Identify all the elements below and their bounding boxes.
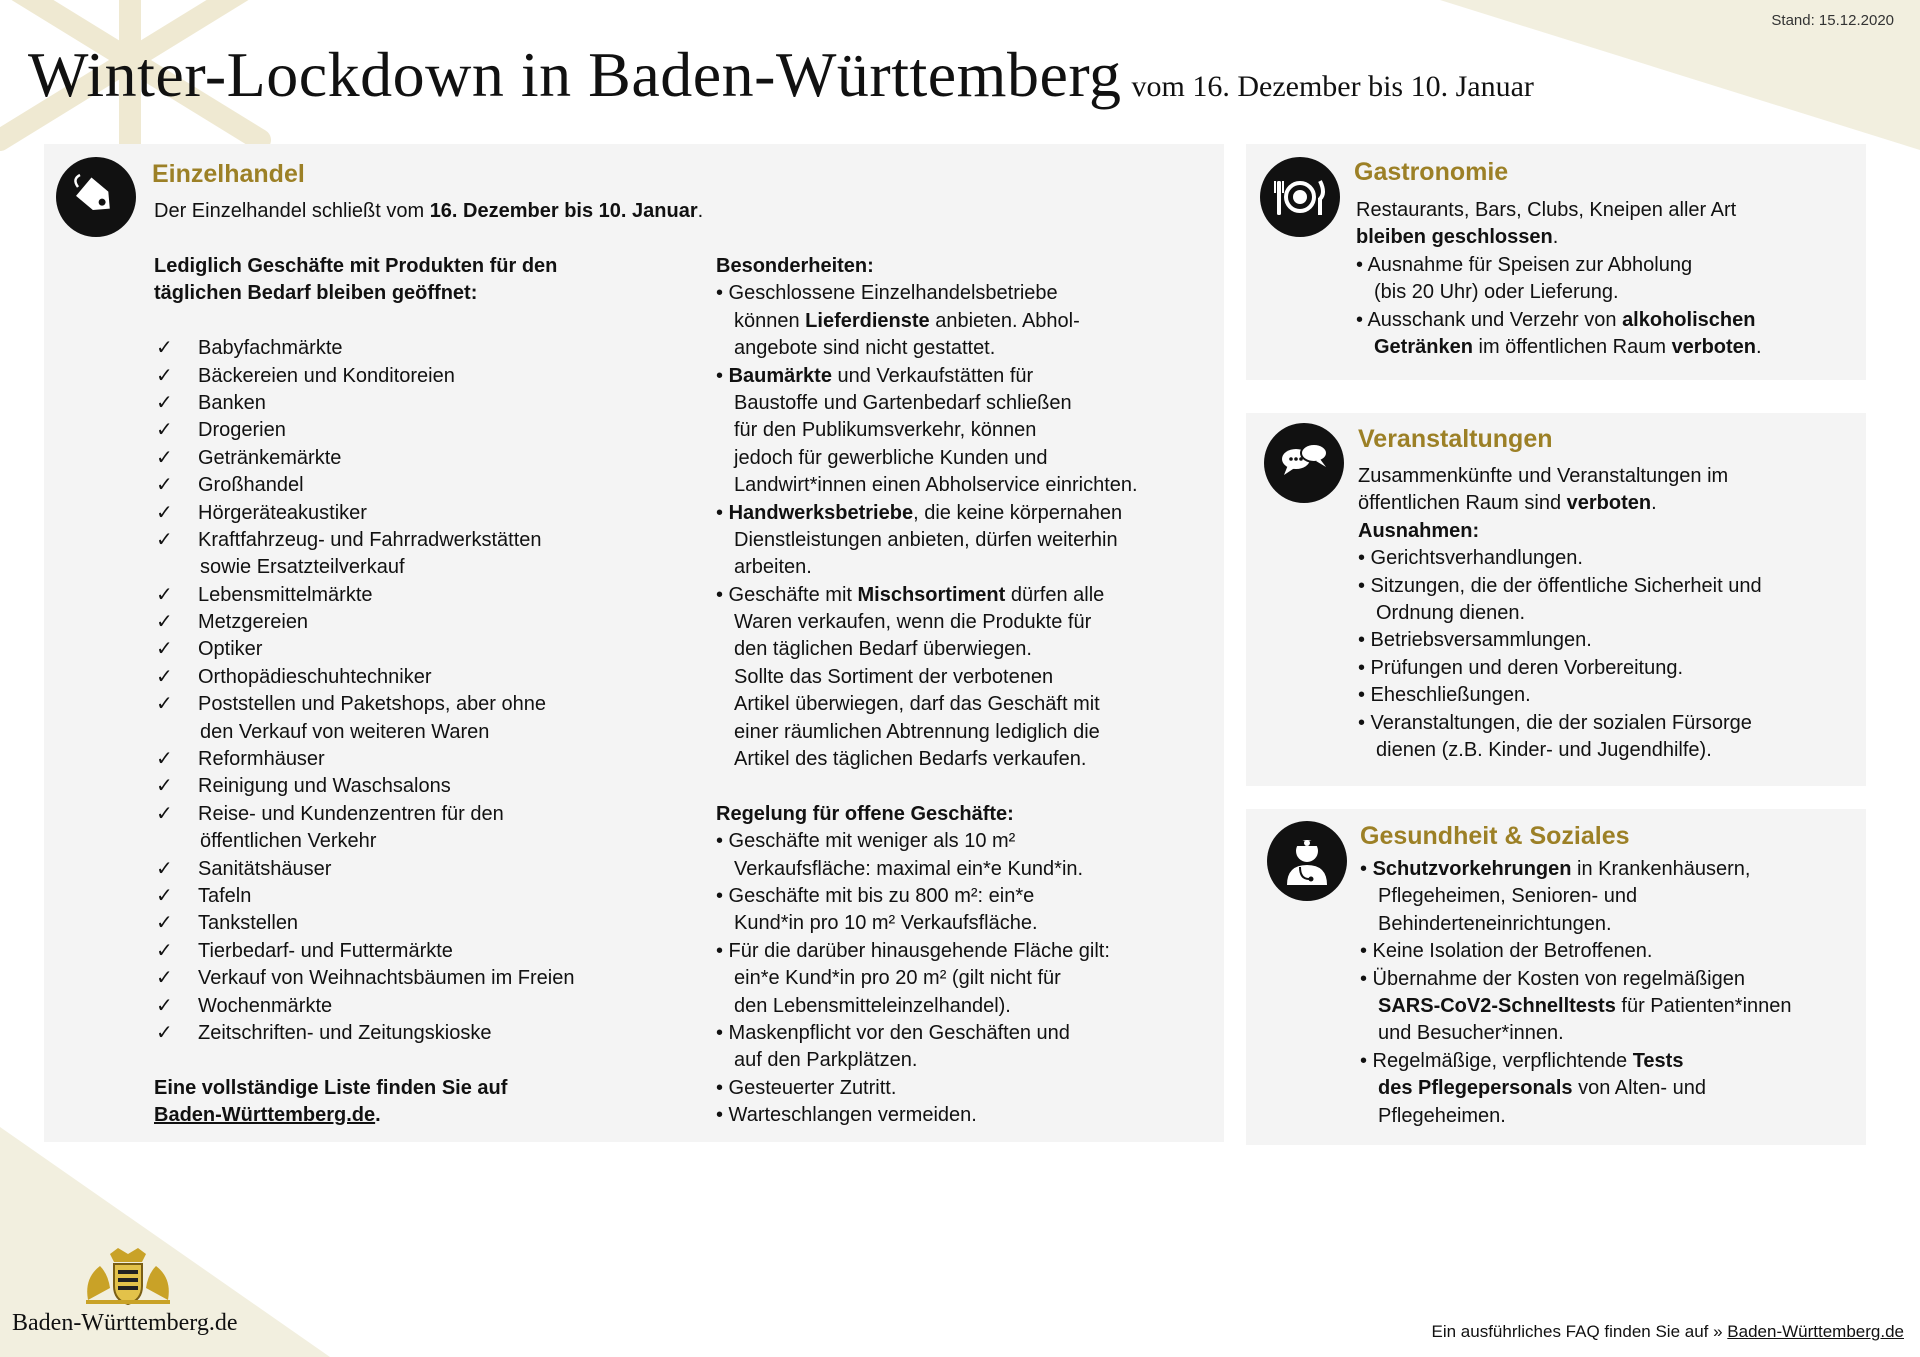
list-item-cont: sowie Ersatzteilverkauf <box>200 556 405 579</box>
list-item: ✓ Orthopädieschuhtechniker <box>156 665 432 688</box>
list-item: ✓ Großhandel <box>156 474 304 497</box>
title-main: Winter-Lockdown in Baden-Württemberg <box>28 39 1122 110</box>
gesundheit-heading: Gesundheit & Soziales <box>1360 822 1630 850</box>
page-title <box>28 38 1534 112</box>
list-item: ✓ Tankstellen <box>156 912 299 935</box>
list-item: ✓ Zeitschriften- und Zeitungskioske <box>156 1021 492 1044</box>
faq-note: Ein ausführliches FAQ finden Sie auf » Baden-Württemberg.de <box>1431 1322 1904 1341</box>
date-stamp: Stand: 15.12.2020 <box>1771 12 1894 29</box>
list-item: ✓ Lebensmittelmärkte <box>156 583 373 606</box>
list-item-cont: öffentlichen Verkehr <box>200 830 377 853</box>
einzelhandel-intro: Der Einzelhandel schließt vom 16. Dezember bis 10. Januar. <box>154 200 704 222</box>
cutlery-plate-icon <box>1260 157 1340 237</box>
gesundheit-text: • Schutzvorkehrungen in Krankenhäusern, Pflegeheimen, Senioren- und Behinderteneinrichtungen. • Keine Isolation der Betroffenen. • Übernahme der Kosten von regelmäßigen SARS-CoV2-Schnelltests für Patienten*innen und Besucher*innen. • Regelmäßige, verpflichtende Tests des Pflegepersonals von Alten- und Pflegeheimen. <box>1360 858 1792 1127</box>
gastronomie-heading: Gastronomie <box>1354 158 1509 186</box>
list-item: ✓ Tierbedarf- und Futtermärkte <box>156 939 453 962</box>
veranstaltungen-heading: Veranstaltungen <box>1358 425 1553 453</box>
list-item: ✓ Drogerien <box>156 419 286 442</box>
regelung-heading: Regelung für offene Geschäfte: <box>716 802 1014 825</box>
list-item-cont: den Verkauf von weiteren Waren <box>200 720 490 743</box>
einzelhandel-heading: Einzelhandel <box>152 160 305 188</box>
list-item: ✓ Verkauf von Weihnachtsbäumen im Freien <box>156 967 575 990</box>
besonderheiten-block: Besonderheiten: • Geschlossene Einzelhandelsbetriebe können Lieferdienste anbieten. Abhol- angebote sind nicht gestattet. • Baumärkte und Verkaufstätten für Baustoffe und Gartenbedarf schließen für den Publikumsverkehr, können jedoch für gewerbliche Kunden und Landwirt*innen einen Abholservice einrichten. • Handwerksbetriebe, die keine körpernahen Dienstleistungen anbieten, dürfen weiterhin arbeiten. • Geschäfte mit Mischsortiment dürfen alle Waren verkaufen, wenn die Produkte für den täglichen Bedarf überwiegen. Sollte das Sortiment der verbotenen Artikel überwiegen, darf das Geschäft mit einer räumlichen Abtrennung lediglich die Artikel des täglichen Bedarfs verkaufen. Regelung für offene Geschäfte: • Geschäfte mit weniger als 10 m² Verkaufsfläche: maximal ein*e Kund*in. • Geschäfte mit bis zu 800 m²: ein*e Kund*in pro 10 m² Verkaufsfläche. • Für die darüber hinausgehende Fläche gilt: ein*e Kund*in pro 20 m² (gilt nicht für den Lebensmitteleinzelhandel). • Maskenpflicht vor den Geschäften und auf den Parkplätzen. • Gesteuerter Zutritt. • Warteschlangen vermeiden. <box>716 255 1138 1127</box>
list-item: ✓ Reformhäuser <box>156 748 325 771</box>
full-list-note: Eine vollständige Liste finden Sie auf <box>154 1076 508 1099</box>
list-heading: täglichen Bedarf bleiben geöffnet: <box>154 282 478 305</box>
list-item: ✓ Getränkemärkte <box>156 446 342 469</box>
speech-bubbles-icon <box>1264 423 1344 503</box>
list-heading: Lediglich Geschäfte mit Produkten für den <box>154 255 558 277</box>
price-tag-icon <box>56 157 136 237</box>
list-item: ✓ Hörgeräteakustiker <box>156 501 367 524</box>
list-item: ✓ Poststellen und Paketshops, aber ohne <box>156 693 547 716</box>
list-item: ✓ Bäckereien und Konditoreien <box>156 364 455 387</box>
list-item: ✓ Optiker <box>156 638 263 661</box>
veranstaltungen-text: Zusammenkünfte und Veranstaltungen im öffentlichen Raum sind verboten. Ausnahmen: • Gerichtsverhandlungen. • Sitzungen, die der öffentliche Sicherheit und Ordnung dienen. • Betriebsversammlungen. • Prüfungen und deren Vorbereitung. • Eheschließungen. • Veranstaltungen, die der sozialen Fürsorge dienen (z.B. Kinder- und Jugendhilfe). <box>1358 465 1762 761</box>
open-shops-list: Lediglich Geschäfte mit Produkten für den täglichen Bedarf bleiben geöffnet: ✓ Babyfachmärkte ✓ Bäckereien und Konditoreien ✓ Banken ✓ Drogerien ✓ Getränkemärkte ✓ Großhandel ✓ Hörgeräteakustiker ✓ Kraftfahrzeug- und Fahrradwerkstätten sowie Ersatzteilverkauf ✓ Lebensmittelmärkte ✓ Metzgereien ✓ Optiker ✓ Orthopädieschuhtechniker ✓ Poststellen und Paketshops, aber ohne den Verkauf von weiteren Waren ✓ Reformhäuser ✓ Reinigung und Waschsalons ✓ Reise- und Kundenzentren für den öffentlichen Verkehr ✓ Sanitätshäuser ✓ Tafeln ✓ Tankstellen ✓ Tierbedarf- und Futtermärkte ✓ Verkauf von Weihnachtsbäumen im Freien ✓ Wochenmärkte ✓ Zeitschriften- und Zeitungskioske Eine vollständige Liste finden Sie auf Baden-Württemberg.de. <box>154 255 575 1127</box>
coat-of-arms-icon <box>80 1248 176 1306</box>
faq-link[interactable]: Baden-Württemberg.de <box>1727 1322 1904 1341</box>
list-item: ✓ Babyfachmärkte <box>156 337 343 360</box>
brand-wordmark: Baden-Württemberg.de <box>12 1310 238 1336</box>
list-item: ✓ Banken <box>156 391 266 414</box>
list-item: ✓ Reinigung und Waschsalons <box>156 775 451 798</box>
besonderheiten-heading: Besonderheiten: <box>716 255 874 277</box>
list-item: ✓ Sanitätshäuser <box>156 857 332 880</box>
list-item: ✓ Wochenmärkte <box>156 994 333 1017</box>
title-sub: vom 16. Dezember bis 10. Januar <box>1131 70 1534 103</box>
list-item: ✓ Reise- und Kundenzentren für den <box>156 802 504 825</box>
doctor-icon <box>1267 821 1347 901</box>
list-item: ✓ Kraftfahrzeug- und Fahrradwerkstätten <box>156 528 542 551</box>
gastronomie-text: Restaurants, Bars, Clubs, Kneipen aller Art bleiben geschlossen. • Ausnahme für Speisen zur Abholung (bis 20 Uhr) oder Lieferung. • Ausschank und Verzehr von alkoholischen Getränken im öffentlichen Raum verboten. <box>1356 199 1762 358</box>
list-item: ✓ Tafeln <box>156 884 252 907</box>
list-item: ✓ Metzgereien <box>156 611 309 634</box>
full-list-link[interactable]: Baden-Württemberg.de <box>154 1104 376 1127</box>
